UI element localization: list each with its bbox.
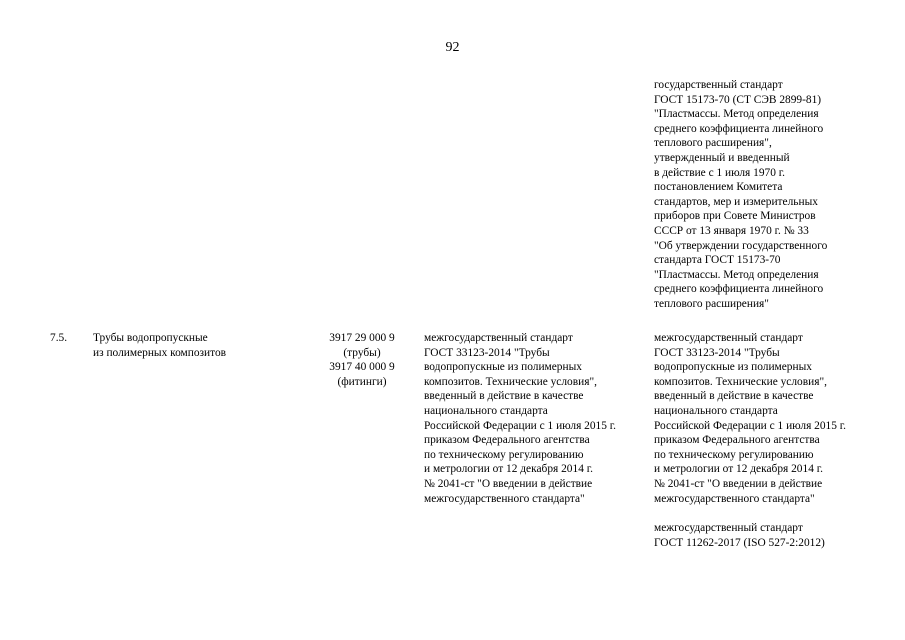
continued-standard-line: государственный стандарт: [654, 79, 783, 91]
continued-standard-line: стандарта ГОСТ 15173-70: [654, 254, 781, 267]
continued-standard-line: постановлением Комитета: [654, 181, 783, 194]
tn-ved-codes: [318, 331, 406, 389]
standard-line: № 2041-ст "О введении в действие: [424, 477, 593, 490]
continued-standard-line: стандартов, мер и измерительных: [654, 195, 818, 208]
continued-standard-line: СССР от 13 января 1970 г. № 33: [654, 224, 809, 237]
continued-standard-line: "Пластмассы. Метод определения: [654, 268, 819, 281]
continued-standard-line: приборов при Совете Министров: [654, 210, 816, 223]
continued-standard-line: теплового расширения": [654, 297, 769, 310]
product-name: [93, 331, 226, 360]
row-number: 7.5.: [50, 332, 68, 344]
continued-standard-line: среднего коэффициента линейного: [654, 283, 824, 296]
product-name-line: из полимерных композитов: [93, 346, 227, 359]
standard-line: национального стандарта: [424, 404, 548, 417]
standard-line: водопропускные из полимерных: [424, 361, 582, 374]
continued-standard-line: теплового расширения",: [654, 137, 772, 150]
method-line: ГОСТ 33123-2014 "Трубы: [654, 346, 780, 359]
code-line: 3917 40 000 9: [329, 361, 395, 374]
continued-standard-line: ГОСТ 15173-70 (СТ СЭВ 2899-81): [654, 93, 822, 106]
continued-standard-line: "Пластмассы. Метод определения: [654, 108, 819, 121]
standard-line: Российской Федерации с 1 июля 2015 г.: [424, 419, 617, 432]
code-line: (фитинги): [337, 375, 387, 388]
standard-methods-extra: [654, 521, 825, 550]
continued-standard-line: "Об утверждении государственного: [654, 239, 828, 252]
method-line: национального стандарта: [654, 404, 778, 417]
standard-methods: [654, 331, 846, 506]
code-line: (трубы): [343, 346, 381, 359]
method-line: межгосударственного стандарта": [654, 492, 815, 505]
product-name-line: Трубы водопропускные: [93, 332, 208, 344]
method-line: по техническому регулированию: [654, 448, 814, 461]
continued-standard-text: [654, 78, 827, 312]
method-line: композитов. Технические условия",: [654, 375, 827, 388]
standard-line: межгосударственного стандарта": [424, 492, 585, 505]
method-line: Российской Федерации с 1 июля 2015 г.: [654, 419, 847, 432]
continued-standard-line: среднего коэффициента линейного: [654, 122, 824, 135]
standard-line: ГОСТ 33123-2014 "Трубы: [424, 346, 550, 359]
standard-line: по техническому регулированию: [424, 448, 584, 461]
page-number: 92: [445, 40, 460, 55]
method-line: водопропускные из полимерных: [654, 361, 812, 374]
method-extra-line: ГОСТ 11262-2017 (ISO 527-2:2012): [654, 536, 825, 549]
method-line: и метрологии от 12 декабря 2014 г.: [654, 463, 823, 476]
method-line: № 2041-ст "О введении в действие: [654, 477, 823, 490]
standard-line: приказом Федерального агентства: [424, 434, 590, 447]
standard-requirements: [424, 331, 616, 506]
standard-line: межгосударственный стандарт: [424, 332, 573, 344]
method-line: введенный в действие в качестве: [654, 390, 814, 403]
method-line: межгосударственный стандарт: [654, 332, 803, 344]
standard-line: введенный в действие в качестве: [424, 390, 584, 403]
continued-standard-line: в действие с 1 июля 1970 г.: [654, 166, 785, 179]
method-extra-line: межгосударственный стандарт: [654, 522, 803, 534]
standard-line: и метрологии от 12 декабря 2014 г.: [424, 463, 593, 476]
continued-standard-line: утвержденный и введенный: [654, 151, 790, 164]
standard-line: композитов. Технические условия",: [424, 375, 597, 388]
code-line: 3917 29 000 9: [329, 332, 395, 344]
method-line: приказом Федерального агентства: [654, 434, 820, 447]
